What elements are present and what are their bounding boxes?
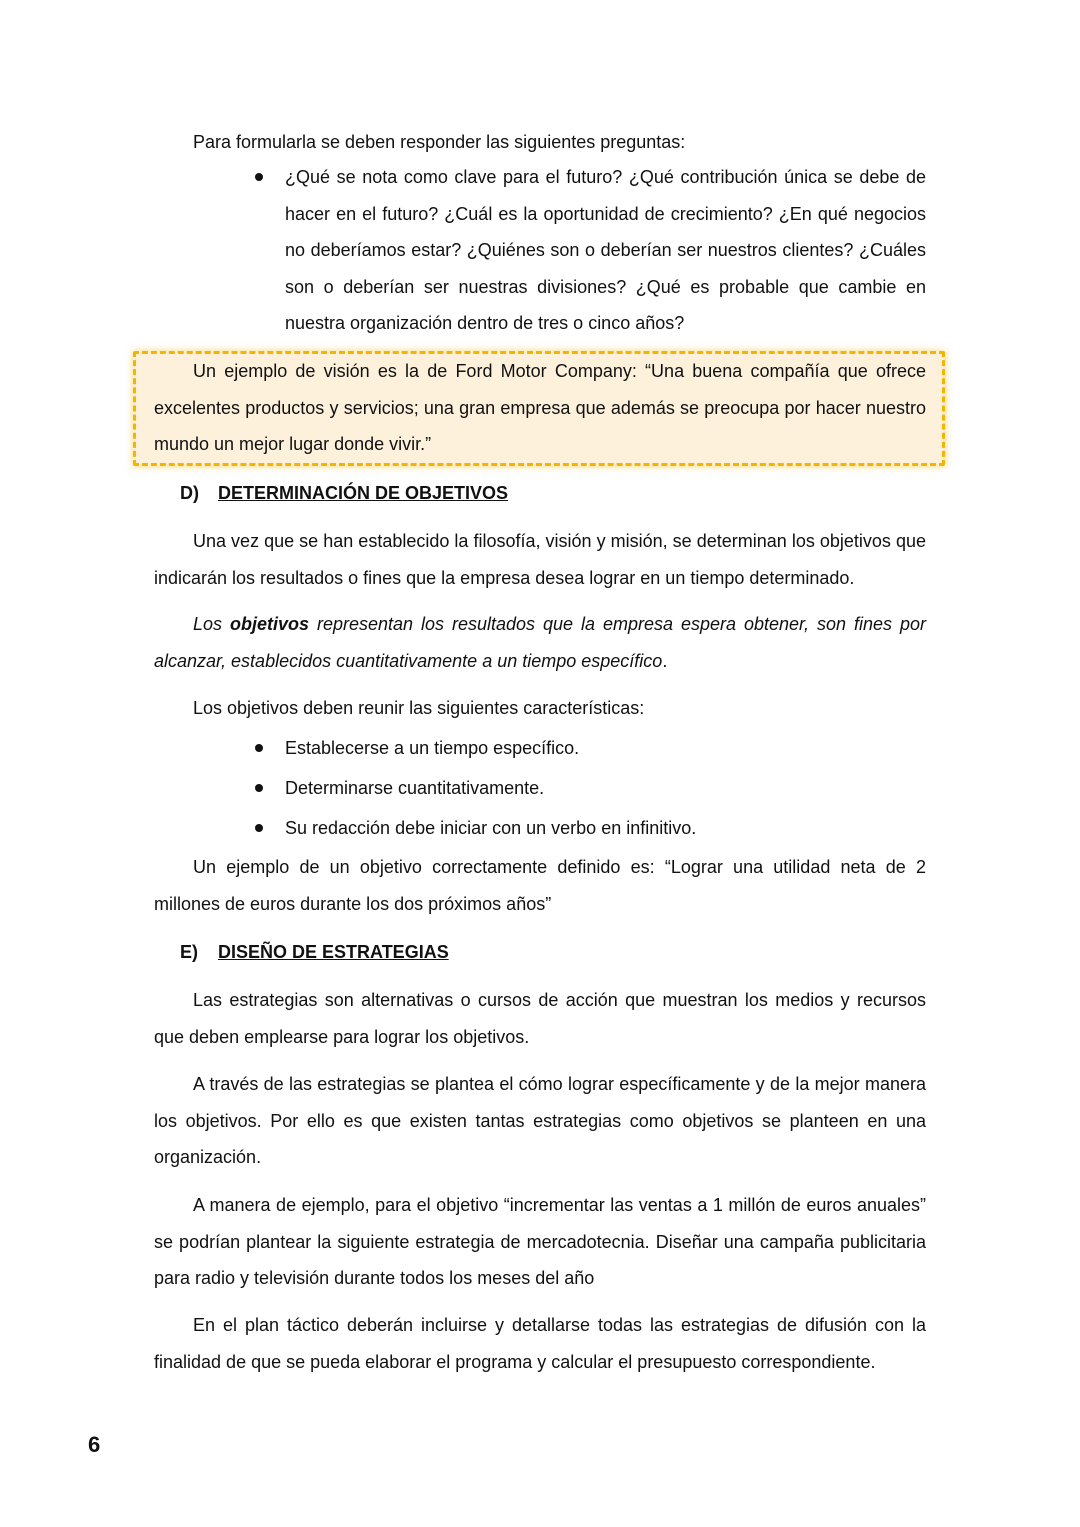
objectives-definition (154, 606, 926, 679)
list-item: Determinarse cuantitativamente. (250, 768, 926, 808)
strategies-paragraph-2: A través de las estrategias se plantea el cómo lograr específicamente y de la mejor manera los objetivos. Por ello es que existen tantas estrategias como objetivos se planteen en una organización. (154, 1074, 926, 1167)
definition-body: representan los resultados que la empresa espera obtener, son fines por alcanzar, establecidos cuantitativamente a un tiempo específico (154, 614, 927, 671)
definition-end: . (662, 650, 668, 671)
page-number: 6 (88, 1432, 101, 1457)
intro-text: Para formularla se deben responder las siguientes preguntas: (193, 132, 686, 152)
objective-example-paragraph: Un ejemplo de un objetivo correctamente definido es: “Lograr una utilidad neta de 2 millones de euros durante los dos próximos años” (154, 857, 926, 914)
section-heading-d (180, 481, 508, 505)
section-letter: E) (180, 942, 198, 962)
characteristics-list (250, 728, 926, 848)
strategies-paragraph-4: En el plan táctico deberán incluirse y detallarse todas las estrategias de difusión con la finalidad de que se pueda elaborar el programa y calcular el presupuesto correspondiente. (154, 1315, 926, 1372)
section-title: DETERMINACIÓN DE OBJETIVOS (218, 483, 509, 503)
definition-keyword: objetivos (230, 614, 310, 634)
section-letter: D) (180, 483, 199, 503)
characteristics-intro: Los objetivos deben reunir las siguientes características: (193, 698, 645, 718)
vision-example-paragraph: Un ejemplo de visión es la de Ford Motor Company: “Una buena compañía que ofrece excelentes productos y servicios; una gran empresa que además se preocupa por hacer nuestro mundo un mejor lugar donde vivir.” (154, 361, 926, 454)
list-item: Su redacción debe iniciar con un verbo en infinitivo. (250, 808, 926, 848)
list-item: ¿Qué se nota como clave para el futuro? ¿Qué contribución única se debe de hacer en el futuro? ¿Cuál es la oportunidad de crecimiento? ¿En qué negocios no deberíamos estar? ¿Quiénes son o deberían ser nuestros clientes? ¿Cuáles son o deberían ser nuestras divisiones? ¿Qué es probable que cambie en nuestra organización dentro de tres o cinco años? (250, 159, 926, 342)
strategies-paragraph-3: A manera de ejemplo, para el objetivo “incrementar las ventas a 1 millón de euros anuales” se podrían plantear la siguiente estrategia de mercadotecnia. Diseñar una campaña publicitaria para radio y televisión durante todos los meses del año (154, 1195, 926, 1288)
section-heading-e (180, 940, 449, 964)
strategies-paragraph-1: Las estrategias son alternativas o cursos de acción que muestran los medios y recursos que deben emplearse para lograr los objetivos. (154, 990, 926, 1047)
list-item: Establecerse a un tiempo específico. (250, 728, 926, 768)
definition-prefix: Los (193, 614, 230, 634)
section-title: DISEÑO DE ESTRATEGIAS (218, 942, 449, 962)
objectives-intro-paragraph: Una vez que se han establecido la filosofía, visión y misión, se determinan los objetivos que indicarán los resultados o fines que la empresa desea lograr en un tiempo determinado. (154, 531, 926, 588)
questions-list (250, 159, 926, 342)
